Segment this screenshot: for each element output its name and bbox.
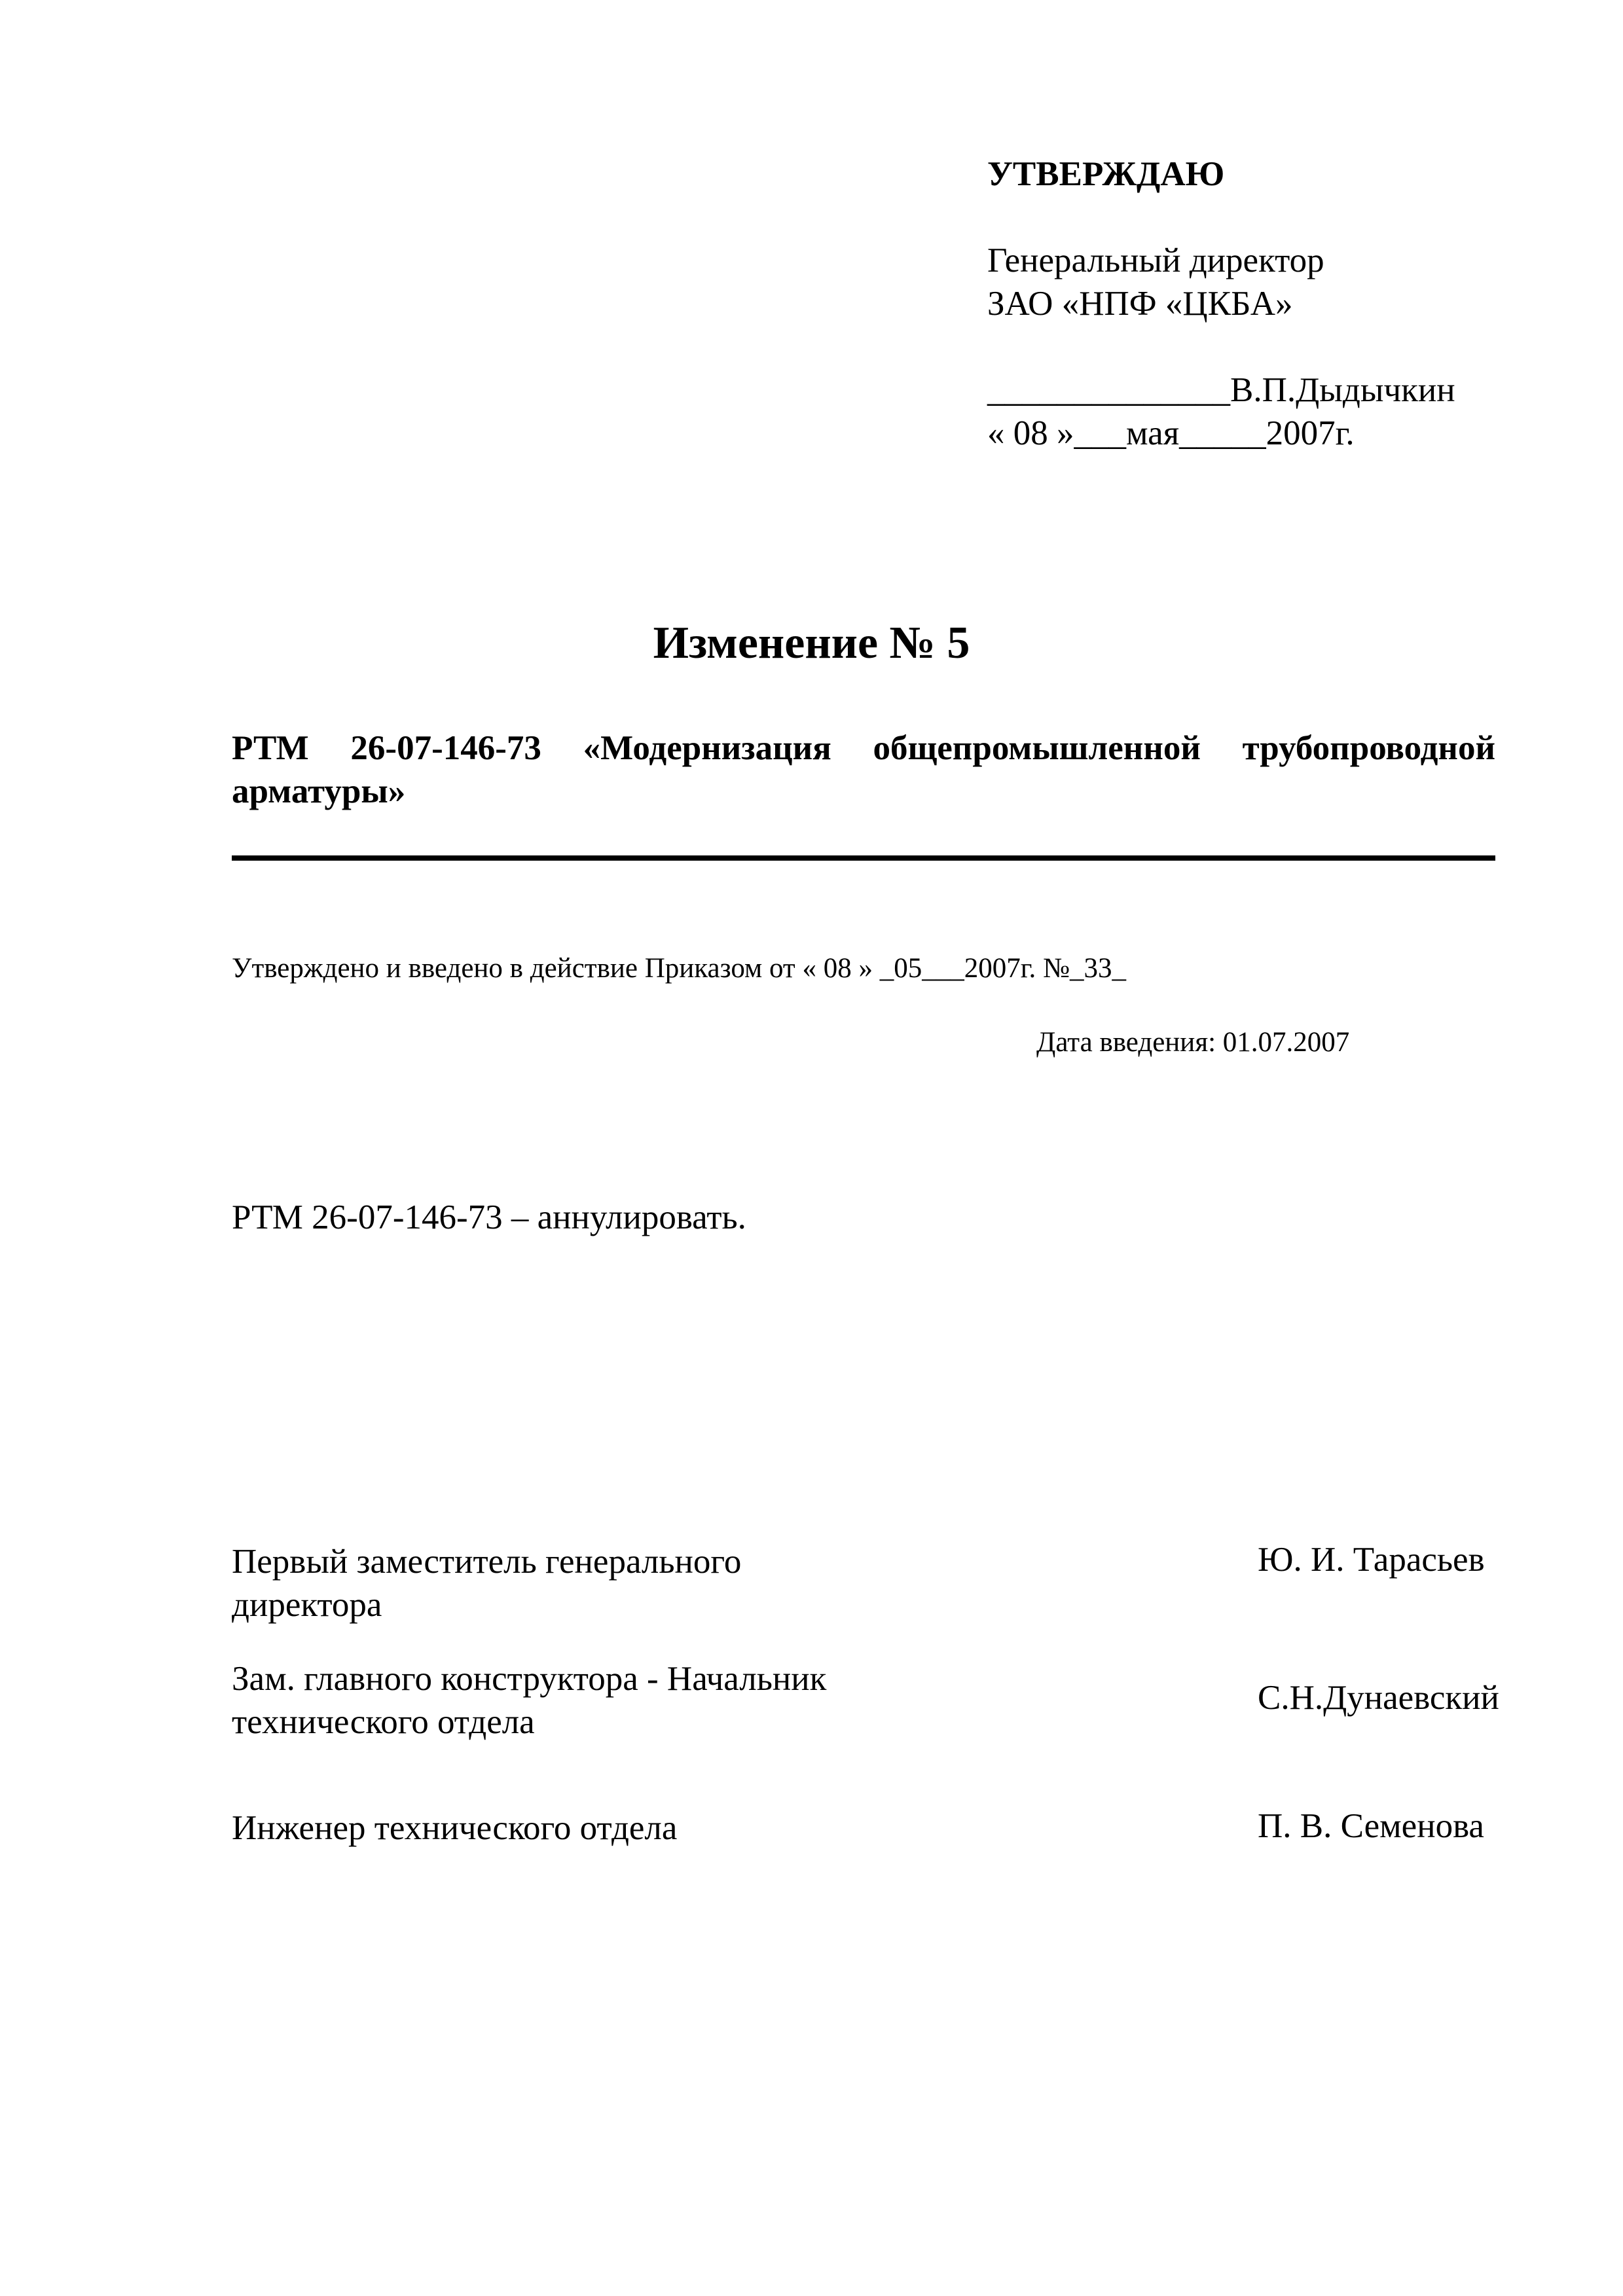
signatory-role: Инженер технического отдела [232,1809,678,1847]
signatory-name: Ю. И. Тарасьев [1258,1541,1485,1579]
order-text: Утверждено и введено в действие Приказом от « 08 » _05___2007г. №_33_ [232,953,1127,984]
introduction-date: Дата введения: 01.07.2007 [1036,1027,1350,1058]
approver-signature-line: ______________В.П.Дыдычкин [987,371,1455,409]
approval-date: « 08 »___мая_____2007г. [987,414,1355,452]
approver-organization: ЗАО «НПФ «ЦКБА» [987,285,1293,323]
approver-position: Генеральный директор [987,242,1324,279]
signatory-role: Первый заместитель генерального директора [232,1543,742,1624]
document-subject: РТМ 26-07-146-73 «Модернизация общепромышленной трубопроводной арматуры» [232,729,1495,810]
approval-heading: УТВЕРЖДАЮ [987,155,1225,193]
signatory-role: Зам. главного конструктора - Начальник технического отдела [232,1660,827,1741]
signatory-name: П. В. Семенова [1258,1807,1484,1845]
signatory-name: С.Н.Дунаевский [1258,1679,1499,1717]
document-title: Изменение № 5 [653,618,970,668]
document-body: РТМ 26-07-146-73 – аннулировать. [232,1198,746,1236]
title-divider [232,855,1495,861]
